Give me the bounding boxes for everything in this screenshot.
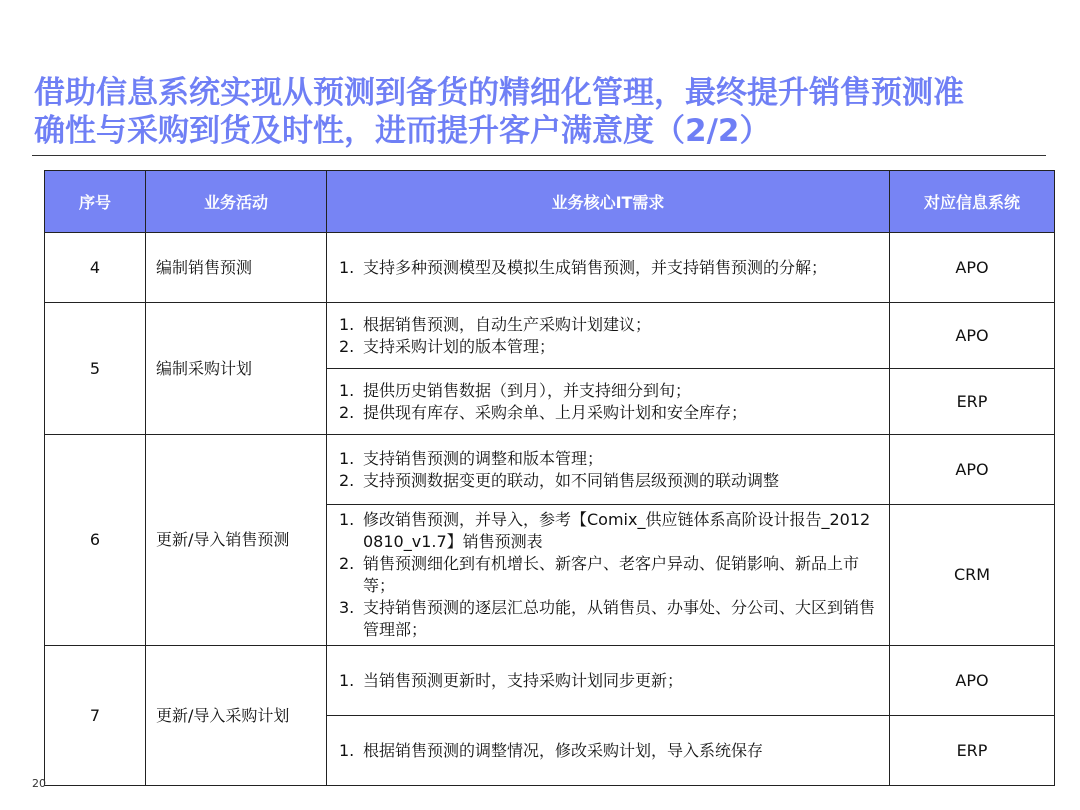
list-text: 支持多种预测模型及模拟生成销售预测，并支持销售预测的分解； <box>363 257 828 277</box>
row-requirements <box>327 646 890 716</box>
table-header-row <box>45 171 1055 233</box>
requirement-list <box>339 380 879 424</box>
list-item <box>339 553 879 597</box>
requirement-list <box>339 257 879 279</box>
header-activity: 业务活动 <box>146 171 327 233</box>
list-item <box>339 470 879 492</box>
list-item <box>339 740 879 762</box>
row-seq: 4 <box>45 233 146 303</box>
table-row <box>45 435 1055 505</box>
row-activity: 编制采购计划 <box>146 303 327 435</box>
list-item <box>339 448 879 470</box>
row-system: APO <box>890 435 1055 505</box>
row-system: ERP <box>890 716 1055 786</box>
row-requirements <box>327 435 890 505</box>
list-text: 根据销售预测的调整情况，修改采购计划，导入系统保存 <box>363 740 764 760</box>
row-requirements <box>327 505 890 646</box>
list-text: 支持销售预测的调整和版本管理； <box>363 448 604 468</box>
title-divider <box>32 155 1046 156</box>
list-item <box>339 336 879 358</box>
list-index: 2. <box>339 470 355 490</box>
requirement-list <box>339 670 879 692</box>
page-title-line-2: 确性与采购到货及时性，进而提升客户满意度（2/2） <box>34 113 771 149</box>
requirement-list <box>339 509 879 641</box>
list-index: 1. <box>339 314 355 334</box>
list-index: 2. <box>339 554 355 573</box>
list-text: 根据销售预测，自动生产采购计划建议； <box>363 314 652 334</box>
row-requirements <box>327 303 890 369</box>
row-seq: 7 <box>45 646 146 786</box>
list-index: 2. <box>339 336 355 356</box>
page-title <box>34 74 1044 150</box>
list-item <box>339 670 879 692</box>
list-index: 1. <box>339 740 355 760</box>
page-title-line-1: 借助信息系统实现从预测到备货的精细化管理，最终提升销售预测准 <box>34 75 964 111</box>
list-text: 支持采购计划的版本管理； <box>363 336 556 356</box>
list-text: 提供现有库存、采购余单、上月采购计划和安全库存； <box>363 402 748 422</box>
requirement-list <box>339 448 879 492</box>
list-text: 当销售预测更新时，支持采购计划同步更新； <box>363 670 684 690</box>
list-index: 2. <box>339 402 355 422</box>
list-text: 修改销售预测，并导入，参考【Comix_供应链体系高阶设计报告_20120810_v1.7】销售预测表 <box>363 510 871 551</box>
requirements-table <box>44 170 1055 786</box>
row-seq: 5 <box>45 303 146 435</box>
row-requirements <box>327 716 890 786</box>
requirement-list <box>339 314 879 358</box>
list-text: 支持销售预测的逐层汇总功能，从销售员、办事处、分公司、大区到销售管理部； <box>363 598 876 639</box>
row-activity: 编制销售预测 <box>146 233 327 303</box>
row-system: APO <box>890 646 1055 716</box>
list-item <box>339 314 879 336</box>
row-requirements <box>327 369 890 435</box>
table-row <box>45 303 1055 369</box>
list-item <box>339 597 879 641</box>
header-system: 对应信息系统 <box>890 171 1055 233</box>
list-text: 支持预测数据变更的联动，如不同销售层级预测的联动调整 <box>363 470 780 490</box>
requirement-list <box>339 740 879 762</box>
list-index: 1. <box>339 510 355 529</box>
list-index: 1. <box>339 448 355 468</box>
row-seq: 6 <box>45 435 146 646</box>
row-activity: 更新/导入采购计划 <box>146 646 327 786</box>
page-number: 20 <box>32 777 46 790</box>
list-index: 1. <box>339 670 355 690</box>
list-index: 3. <box>339 598 355 617</box>
list-index: 1. <box>339 257 355 277</box>
table-row <box>45 646 1055 716</box>
row-system: ERP <box>890 369 1055 435</box>
list-text: 提供历史销售数据（到月），并支持细分到旬； <box>363 380 692 400</box>
row-requirements <box>327 233 890 303</box>
list-item <box>339 509 879 553</box>
header-seq: 序号 <box>45 171 146 233</box>
row-system: CRM <box>890 505 1055 646</box>
table-row <box>45 233 1055 303</box>
list-item <box>339 257 879 279</box>
list-item <box>339 380 879 402</box>
header-it-requirement: 业务核心IT需求 <box>327 171 890 233</box>
row-activity: 更新/导入销售预测 <box>146 435 327 646</box>
list-item <box>339 402 879 424</box>
list-text: 销售预测细化到有机增长、新客户、老客户异动、促销影响、新品上市等； <box>363 554 860 595</box>
list-index: 1. <box>339 380 355 400</box>
row-system: APO <box>890 303 1055 369</box>
row-system: APO <box>890 233 1055 303</box>
